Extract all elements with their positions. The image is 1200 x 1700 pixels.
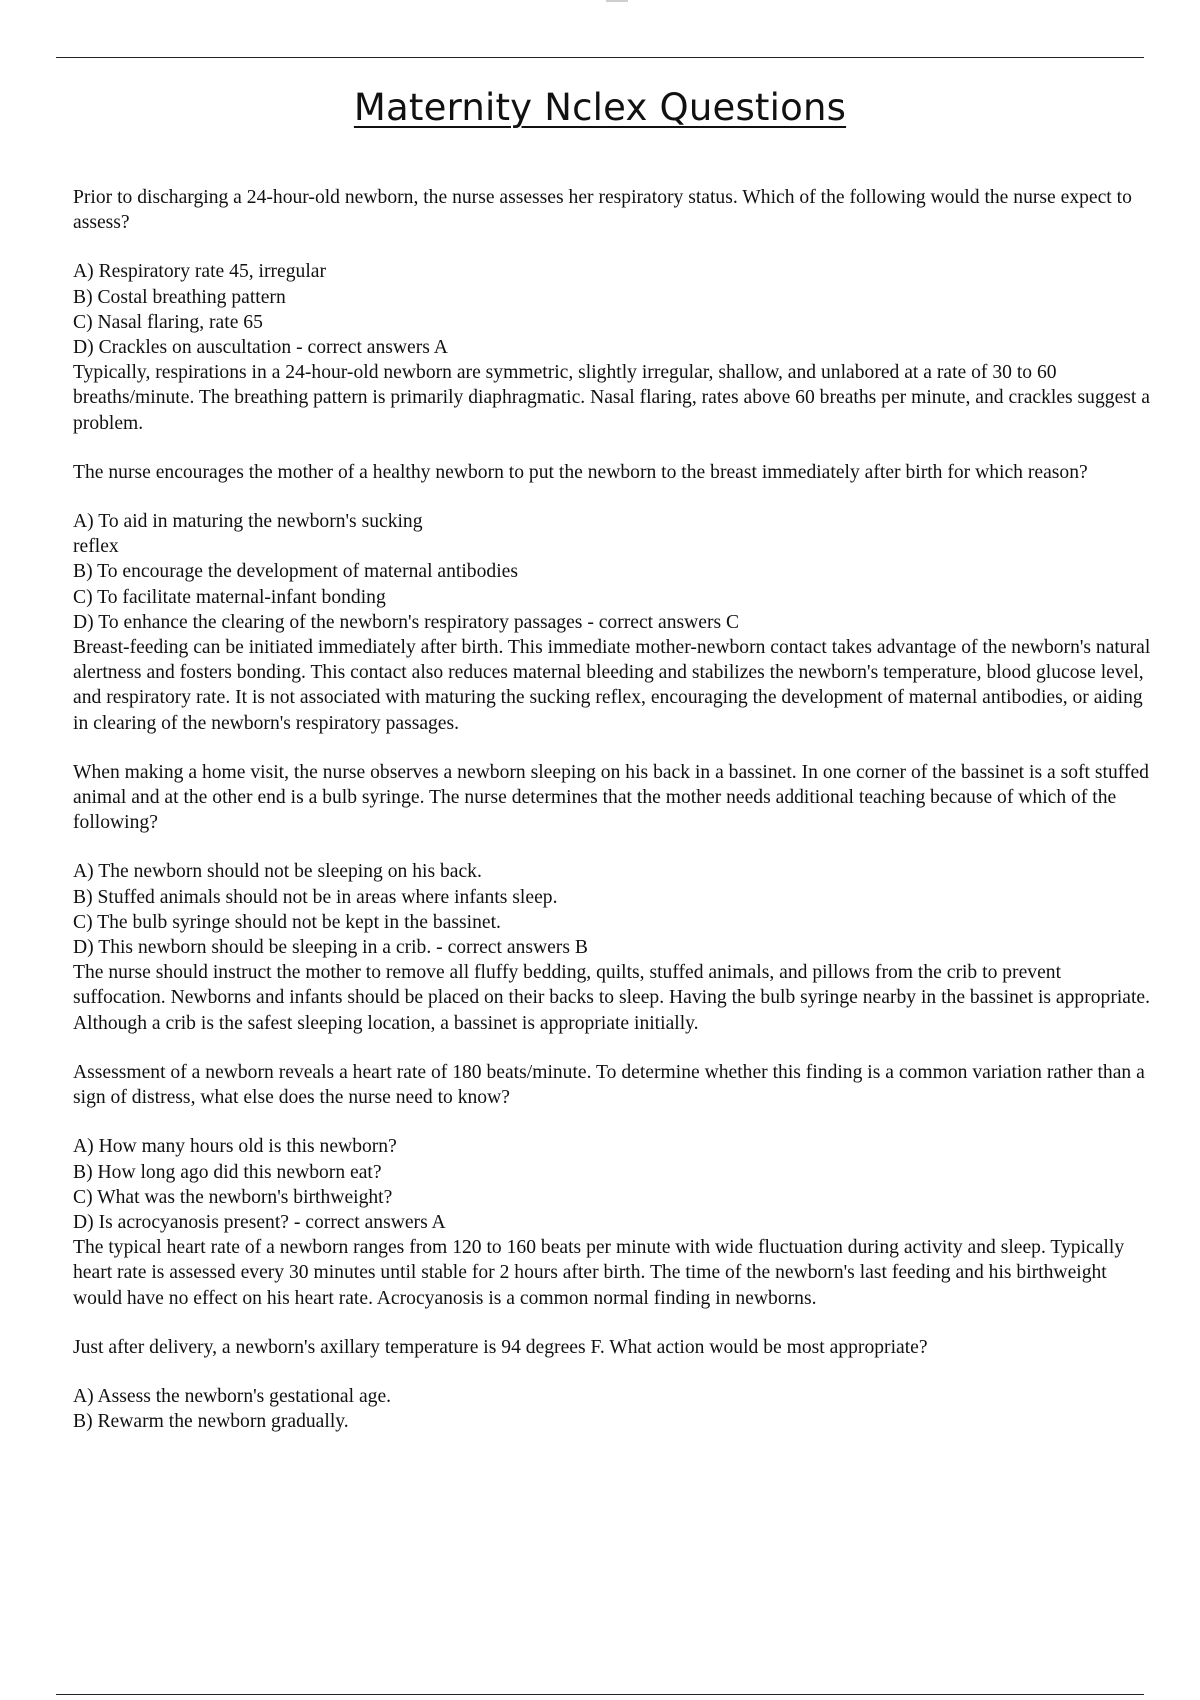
- answer-option: B) Stuffed animals should not be in areas where infants sleep.: [73, 886, 558, 908]
- answer-option: C) To facilitate maternal-infant bonding: [73, 586, 386, 608]
- answer-option: B) To encourage the development of maternal antibodies: [73, 561, 518, 583]
- header-rule: [56, 57, 1144, 58]
- answer-option: A) Respiratory rate 45, irregular: [73, 261, 326, 283]
- question-block-5: [73, 1335, 1158, 1435]
- answer-explanation: Typically, respirations in a 24-hour-old newborn are symmetric, slightly irregular, shallow, and unlabored at a rate of 30 to 60 breaths/minute. The breathing pattern is primarily diaphragmatic. Nasal flaring, rates above 60 breaths per minute, and crackles suggest a problem.: [73, 362, 1150, 434]
- answer-option: B) How long ago did this newborn eat?: [73, 1161, 382, 1183]
- question-block-4: [73, 1060, 1158, 1311]
- answer-option: A) To aid in maturing the newborn's sucking reflex: [73, 511, 423, 558]
- question-text: The nurse encourages the mother of a healthy newborn to put the newborn to the breast immediately after birth for which reason?: [73, 461, 1088, 483]
- question-text: Prior to discharging a 24-hour-old newborn, the nurse assesses her respiratory status. Which of the following would the nurse expect to assess?: [73, 187, 1132, 234]
- answer-explanation: The nurse should instruct the mother to remove all fluffy bedding, quilts, stuffed animals, and pillows from the crib to prevent suffocation. Newborns and infants should be placed on their backs to sleep. Having the bulb syringe nearby in the bassinet is appropriate. Although a crib is the safest sleeping location, a bassinet is appropriate initially.: [73, 962, 1151, 1034]
- question-text: Just after delivery, a newborn's axillary temperature is 94 degrees F. What action would be most appropriate?: [73, 1336, 928, 1358]
- answer-option: D) Is acrocyanosis present? - correct answers A: [73, 1211, 446, 1233]
- answer-option: A) Assess the newborn's gestational age.: [73, 1385, 392, 1407]
- footer-rule: [56, 1694, 1144, 1695]
- document-title: Maternity Nclex Questions: [353, 86, 847, 129]
- answer-option: D) Crackles on auscultation - correct answers A: [73, 337, 448, 359]
- question-block-1: [73, 185, 1158, 436]
- page-top-mark: [606, 0, 628, 2]
- question-text: Assessment of a newborn reveals a heart rate of 180 beats/minute. To determine whether this finding is a common variation rather than a sign of distress, what else does the nurse need to know?: [73, 1061, 1145, 1109]
- answer-explanation: The typical heart rate of a newborn ranges from 120 to 160 beats per minute with wide fluctuation during activity and sleep. Typically heart rate is assessed every 30 minutes until stable for 2 hours after birth. The time of the newborn's last feeding and his birthweight would have no effect on his heart rate. Acrocyanosis is a common normal finding in newborns.: [73, 1237, 1125, 1309]
- answer-option: C) The bulb syringe should not be kept in the bassinet.: [73, 911, 501, 933]
- answer-option: A) The newborn should not be sleeping on his back.: [73, 861, 482, 883]
- question-block-2: [73, 460, 1158, 736]
- answer-option: A) How many hours old is this newborn?: [73, 1136, 397, 1158]
- answer-option: B) Costal breathing pattern: [73, 286, 286, 308]
- question-text: When making a home visit, the nurse observes a newborn sleeping on his back in a bassinet. In one corner of the bassinet is a soft stuffed animal and at the other end is a bulb syringe. The nurse determines that the mother needs additional teaching because of which of the following?: [73, 761, 1149, 834]
- answer-option: B) Rewarm the newborn gradually.: [73, 1411, 349, 1433]
- answer-option: D) This newborn should be sleeping in a crib. - correct answers B: [73, 937, 588, 959]
- answer-option: C) What was the newborn's birthweight?: [73, 1186, 393, 1208]
- questions-content: [73, 185, 1158, 1458]
- answer-option: D) To enhance the clearing of the newborn's respiratory passages - correct answers C: [73, 611, 740, 633]
- answer-explanation: Breast-feeding can be initiated immediately after birth. This immediate mother-newborn contact takes advantage of the newborn's natural alertness and fosters bonding. This contact also reduces maternal bleeding and stabilizes the newborn's temperature, blood glucose level, and respiratory rate. It is not associated with maturing the sucking reflex, encouraging the development of maternal antibodies, or aiding in clearing of the newborn's respiratory passages.: [73, 637, 1151, 734]
- question-block-3: [73, 760, 1158, 1036]
- answer-option: C) Nasal flaring, rate 65: [73, 311, 263, 333]
